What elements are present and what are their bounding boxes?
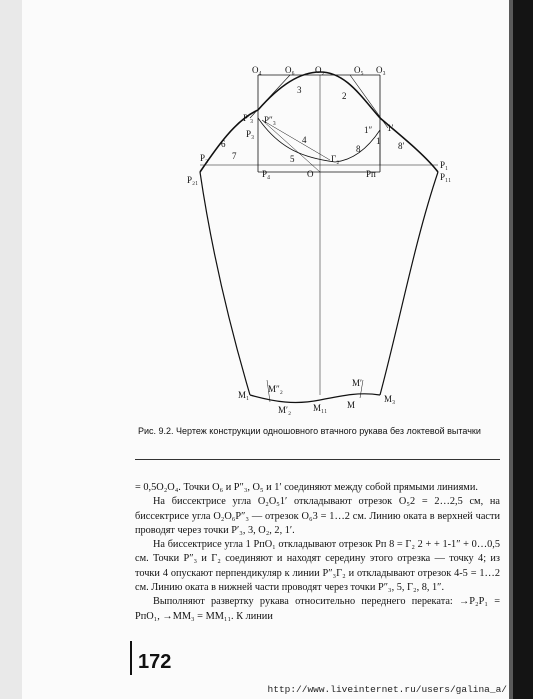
label-m3: M₃ [384,394,396,404]
source-url: http://www.liveinternet.ru/users/galina_a/ [267,684,507,695]
paragraph-3: На биссектрисе угла 1 PпO₁ откладывают отрезок Pп 8 = Г₂ 2 + + 1-1″ + 0…0,5 см. Точки P″₃ и Г₂ соединяют и находят середину этого отрезка — точку 4; из точки 4 опускают перпендикуляр к линии P″₃Г₂ и откладывают отрезок 4-5 = 1…2 см. Линию оката в нижней части проводят через точки P″₃, 5, Г₂, 8, 1″. [135,539,500,594]
label-pn: Pп [366,169,376,179]
label-p4: P₄ [262,169,271,179]
label-6: 6 [221,139,226,149]
label-m2p: M′₂ [278,405,292,415]
label-m1: M₁ [238,390,250,400]
label-p2: P₂ [200,153,209,163]
label-m: M [347,400,356,410]
label-o2: O₂ [315,65,325,75]
label-1pp: 1″ [364,125,373,135]
label-8: 8 [356,144,361,154]
label-3: 3 [297,85,302,95]
label-p21: P₂₁ [187,175,199,185]
label-mp: M′ [352,378,362,388]
label-p3pp: P″₃ [264,115,276,125]
label-p3: P₃ [246,129,255,139]
label-p3p: P′₃ [243,113,254,123]
book-spine [513,0,533,699]
label-o3: O₃ [376,65,386,75]
label-7: 7 [232,151,237,161]
label-o6: O₆ [285,65,295,75]
paragraph-1: = 0,5O₂O₄. Точки O₆ и P″₃, O₅ и 1′ соединяют между собой прямыми линиями. [135,482,478,493]
page-number-bar [130,641,132,675]
label-o5: O₅ [354,65,364,75]
label-2: 2 [342,91,347,101]
label-o4: O₄ [252,65,262,75]
label-4: 4 [302,135,307,145]
sleeve-pattern-drawing [135,55,500,425]
figure-caption: Рис. 9.2. Чертеж конструкции одношовного втачного рукава без локтевой вытачки [138,426,481,436]
paragraph-4: Выполняют развертку рукава относительно переднего переката: →P₂P₁ = PпO₁, →MM₃ = MM₁₁. К линии [135,596,500,622]
paragraph-2: На биссектрисе угла O₂O₅1′ откладывают отрезок O₅2 = 2…2,5 см, на биссектрисе угла O₂O₆P″₃ — отрезок O₆3 = 1…2 см. Линию оката в верхней части проводят через точки P′₃, 3, O₂, 2, 1′. [135,496,500,536]
label-m2pp: M″₂ [268,384,283,394]
label-o: O [307,169,314,179]
label-p11: P₁₁ [440,172,452,182]
caption-divider [135,459,500,460]
label-5: 5 [290,154,295,164]
label-8p: 8′ [398,141,405,151]
page-number: 172 [138,651,172,673]
label-g2: Г₂ [331,154,340,164]
label-1p: 1′ [387,123,394,133]
label-p1: P₁ [440,160,449,170]
label-1: 1 [376,136,381,146]
page-binding-shadow [0,0,22,699]
body-text [135,481,500,624]
label-m11: M₁₁ [313,403,328,413]
